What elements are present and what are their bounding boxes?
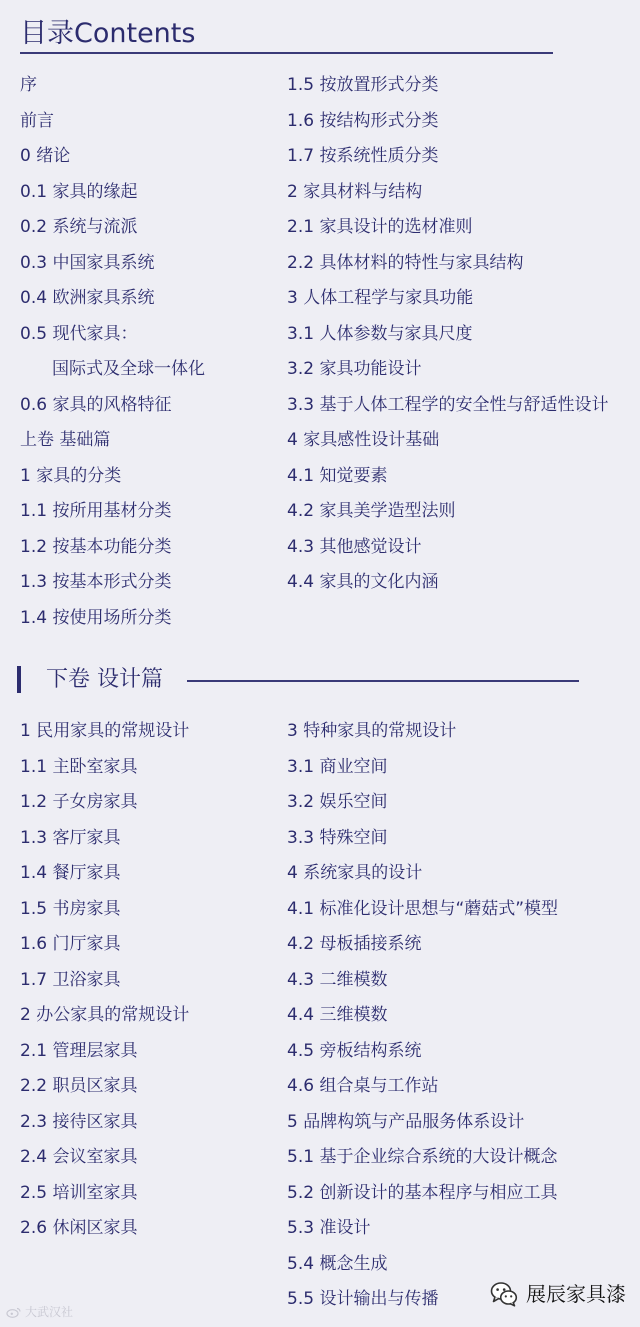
toc-item[interactable]: 2 办公家具的常规设计 <box>20 1005 190 1025</box>
toc-item[interactable]: 3 人体工程学与家具功能 <box>287 288 474 308</box>
toc-item[interactable]: 1.3 客厅家具 <box>20 827 121 848</box>
page-title: 目录Contents <box>20 18 196 49</box>
toc-item[interactable]: 2.6 休闲区家具 <box>20 1218 138 1238</box>
toc-item[interactable]: 4.1 标准化设计思想与“蘑菇式”模型 <box>287 898 559 919</box>
toc-item[interactable]: 1.5 按放置形式分类 <box>287 75 439 95</box>
toc-item[interactable]: 5.1 基于企业综合系统的大设计概念 <box>287 1147 558 1167</box>
toc-item[interactable]: 4.3 二维模数 <box>287 969 388 990</box>
toc-item[interactable]: 1 民用家具的常规设计 <box>20 721 190 741</box>
toc-item[interactable]: 1.6 按结构形式分类 <box>287 110 439 131</box>
section-divider <box>187 680 579 682</box>
toc-item[interactable]: 2.5 培训室家具 <box>20 1182 138 1203</box>
toc-item[interactable]: 序 <box>20 75 37 95</box>
toc-item[interactable]: 3.2 家具功能设计 <box>287 359 422 379</box>
toc-item[interactable]: 4.2 家具美学造型法则 <box>287 501 456 521</box>
section-marker-bar <box>17 666 21 693</box>
toc-item[interactable]: 0.4 欧洲家具系统 <box>20 288 155 308</box>
toc-item[interactable]: 0.5 现代家具： <box>20 323 138 344</box>
toc-item[interactable]: 4.1 知觉要素 <box>287 465 388 486</box>
toc-item[interactable]: 1.7 卫浴家具 <box>20 969 121 990</box>
toc-item[interactable]: 1.5 书房家具 <box>20 898 121 919</box>
toc-item[interactable]: 0.1 家具的缘起 <box>20 181 138 202</box>
toc-item[interactable]: 1.3 按基本形式分类 <box>20 572 172 592</box>
design-list-left <box>20 714 189 1247</box>
toc-item[interactable]: 1.6 门厅家具 <box>20 934 121 954</box>
toc-item[interactable]: 3.2 娱乐空间 <box>287 792 388 812</box>
toc-item[interactable]: 5.2 创新设计的基本程序与相应工具 <box>287 1182 558 1203</box>
toc-item[interactable]: 2.1 管理层家具 <box>20 1040 138 1061</box>
toc-item[interactable]: 2.2 具体材料的特性与家具结构 <box>287 252 524 273</box>
toc-item[interactable]: 2.2 职员区家具 <box>20 1076 138 1096</box>
toc-item[interactable]: 4.2 母板插接系统 <box>287 934 422 954</box>
toc-item[interactable]: 2 家具材料与结构 <box>287 181 423 202</box>
toc-item[interactable]: 0 绪论 <box>20 146 71 166</box>
weibo-icon <box>6 1306 22 1318</box>
toc-item[interactable]: 1 家具的分类 <box>20 465 122 486</box>
toc-part-heading[interactable]: 上卷 基础篇 <box>20 430 111 450</box>
toc-item[interactable]: 5 品牌构筑与产品服务体系设计 <box>287 1111 525 1132</box>
section-heading: 下卷 设计篇 <box>46 667 163 692</box>
watermark-text: 大武汉社 <box>25 1305 74 1319</box>
title-divider <box>20 52 553 54</box>
toc-item[interactable]: 3.1 人体参数与家具尺度 <box>287 323 473 344</box>
toc-item[interactable]: 1.1 主卧室家具 <box>20 756 138 777</box>
toc-item[interactable]: 4.3 其他感觉设计 <box>287 536 422 557</box>
toc-item[interactable]: 0.2 系统与流派 <box>20 217 138 237</box>
contents-list-right <box>287 68 608 601</box>
design-list-right <box>287 714 558 1318</box>
toc-item[interactable]: 5.3 准设计 <box>287 1218 371 1238</box>
toc-item[interactable]: 1.7 按系统性质分类 <box>287 146 439 166</box>
toc-item[interactable]: 3.3 基于人体工程学的安全性与舒适性设计 <box>287 394 609 415</box>
toc-item[interactable]: 1.4 按使用场所分类 <box>20 607 172 628</box>
toc-item[interactable]: 4.5 旁板结构系统 <box>287 1040 422 1061</box>
brand-name: 展辰家具漆 <box>526 1282 626 1306</box>
toc-item[interactable]: 4.4 三维模数 <box>287 1005 388 1025</box>
toc-item[interactable]: 0.3 中国家具系统 <box>20 252 155 273</box>
toc-item[interactable]: 2.4 会议室家具 <box>20 1147 138 1167</box>
contents-list-left <box>20 68 205 636</box>
toc-item[interactable]: 2.3 接待区家具 <box>20 1111 138 1132</box>
toc-item-continuation: 国际式及全球一体化 <box>52 359 205 379</box>
weibo-watermark <box>6 1303 73 1320</box>
toc-item[interactable]: 5.5 设计输出与传播 <box>287 1289 439 1309</box>
toc-item[interactable]: 3 特种家具的常规设计 <box>287 721 457 741</box>
toc-item[interactable]: 5.4 概念生成 <box>287 1253 388 1274</box>
toc-item[interactable]: 4.4 家具的文化内涵 <box>287 572 439 592</box>
wechat-icon <box>490 1281 518 1307</box>
toc-item[interactable]: 1.2 按基本功能分类 <box>20 536 172 557</box>
toc-item[interactable]: 3.1 商业空间 <box>287 756 388 777</box>
toc-item[interactable]: 4 系统家具的设计 <box>287 863 423 883</box>
brand-watermark <box>490 1280 626 1308</box>
toc-item[interactable]: 0.6 家具的风格特征 <box>20 394 172 415</box>
toc-item[interactable]: 1.4 餐厅家具 <box>20 863 121 883</box>
toc-item[interactable]: 1.2 子女房家具 <box>20 792 138 812</box>
toc-item[interactable]: 3.3 特殊空间 <box>287 827 388 848</box>
toc-item[interactable]: 前言 <box>20 110 54 131</box>
toc-item[interactable]: 4 家具感性设计基础 <box>287 430 440 450</box>
toc-item[interactable]: 2.1 家具设计的选材准则 <box>287 217 473 237</box>
toc-item[interactable]: 1.1 按所用基材分类 <box>20 501 172 521</box>
toc-item[interactable]: 4.6 组合桌与工作站 <box>287 1076 439 1096</box>
